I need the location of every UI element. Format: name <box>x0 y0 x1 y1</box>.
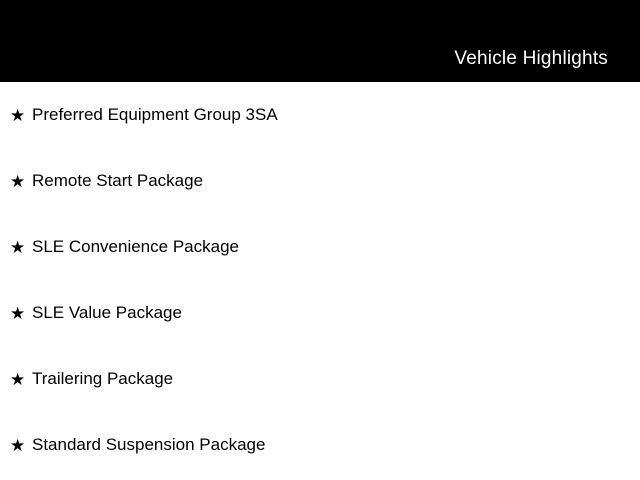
list-item <box>0 148 640 214</box>
star-bullet-icon: ★ <box>10 435 26 455</box>
list-item <box>0 280 640 346</box>
vehicle-highlights-list <box>0 82 640 478</box>
header-bar <box>0 0 640 82</box>
list-item <box>0 82 640 148</box>
star-bullet-icon: ★ <box>10 237 26 257</box>
star-bullet-icon: ★ <box>10 369 26 389</box>
list-item <box>0 214 640 280</box>
star-bullet-icon: ★ <box>10 105 26 125</box>
list-item-label: Trailering Package <box>32 369 174 388</box>
star-bullet-icon: ★ <box>10 171 26 191</box>
list-item-label: SLE Value Package <box>32 303 182 322</box>
list-item <box>0 412 640 478</box>
page-title: Vehicle Highlights <box>454 48 608 69</box>
list-item-label: Remote Start Package <box>32 171 204 190</box>
list-item-label: SLE Convenience Package <box>32 237 239 256</box>
list-item-label: Preferred Equipment Group 3SA <box>32 105 278 124</box>
list-item <box>0 346 640 412</box>
star-bullet-icon: ★ <box>10 303 26 323</box>
list-item-label: Standard Suspension Package <box>32 435 266 454</box>
